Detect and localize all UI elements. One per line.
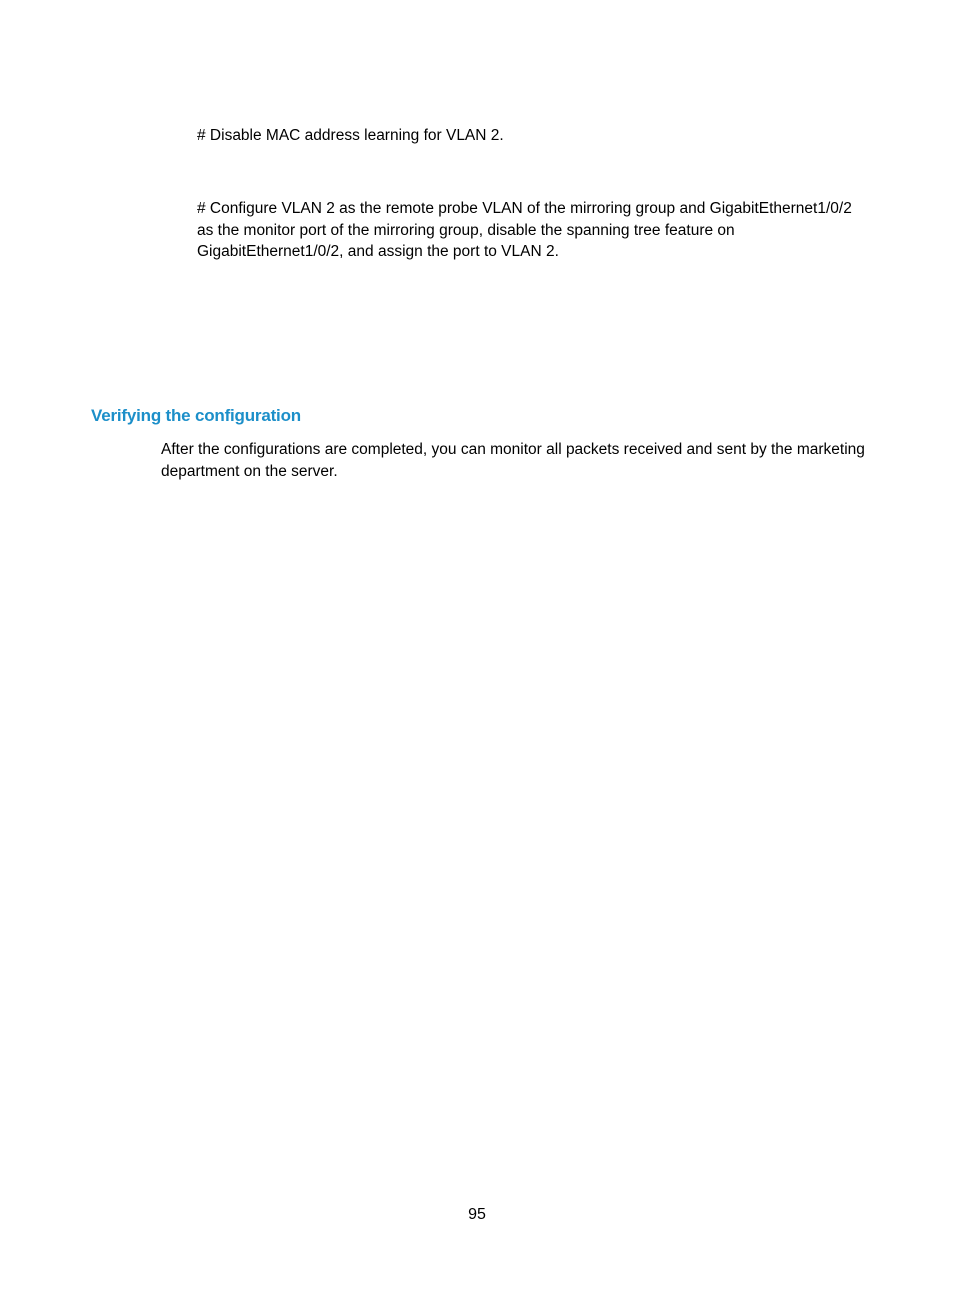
step-disable-mac-learning (197, 125, 504, 147)
step-text-line: # Disable MAC address learning for VLAN 2. (197, 127, 504, 144)
paragraph-line: After the configurations are completed, you can monitor all packets received and sent by the marketing (161, 441, 865, 458)
step-text-line: # Configure VLAN 2 as the remote probe VLAN of the mirroring group and GigabitEthernet1/0/2 (197, 200, 852, 217)
page-number: 95 (468, 1206, 486, 1223)
step-text-line: GigabitEthernet1/0/2, and assign the port to VLAN 2. (197, 243, 559, 260)
step-configure-remote-probe-vlan (197, 198, 852, 263)
section-heading: Verifying the configuration (91, 406, 301, 425)
verification-paragraph (161, 439, 865, 482)
step-text-line: as the monitor port of the mirroring group, disable the spanning tree feature on (197, 221, 735, 239)
paragraph-line: department on the server. (161, 462, 338, 480)
